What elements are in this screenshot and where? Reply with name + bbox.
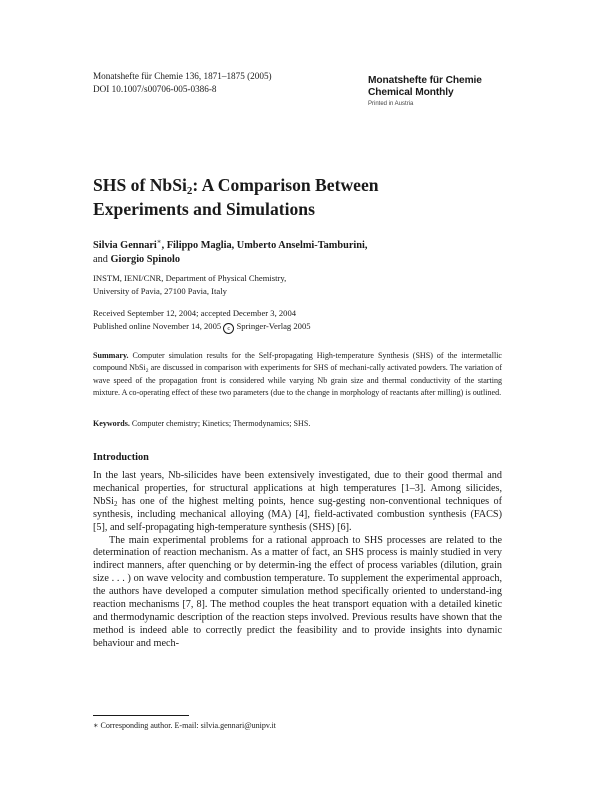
article-title (93, 173, 513, 221)
footnote-text: Corresponding author. E-mail: silvia.gennari@unipv.it (100, 721, 276, 730)
author-and: and (93, 254, 108, 265)
doi-line: DOI 10.1007/s00706-005-0386-8 (93, 84, 217, 94)
intro-paragraph-2: The main experimental problems for a rational approach to SHS processes are related to the determination of reaction mechanism. As a matter of fact, an SHS process is mainly studied in very indirect manners, after quenching or by determin-ing the effect of process variables (dilution, grain size . . . ) on wave velocity and combustion temperature. To supplement the experimental approach, the authors have developed a computer simulation method specifically oriented to understand-ing reaction mechanisms [7, 8]. The method couples the heat transport equation with a detailed kinetic and thermodynamic description of the reaction steps involved. Previous results have shown that the method is indeed able to correctly predict the feasibility and to provide insights into dynamic behaviour and mech- (93, 534, 502, 649)
received-line: Received September 12, 2004; accepted December 3, 2004 (93, 308, 297, 318)
corresponding-marker: ∗ (156, 237, 162, 246)
affiliation-line2: University of Pavia, 27100 Pavia, Italy (93, 285, 227, 296)
summary-paragraph (93, 350, 502, 400)
keywords (93, 418, 502, 430)
intro-p1-subscript: 2 (113, 499, 118, 508)
keywords-label: Keywords. (93, 419, 130, 428)
summary-text-b: are discussed in comparison with experiments for SHS of mechani-cally activated powders. The variation of wave speed of the propagation front is considered while varying Nb grain size and thermal conductivity of the starting mixture. A co-operating effect of these two parameters (due to the change in morphology of reactants after milling) is outlined. (93, 363, 502, 398)
author-last: Giorgio Spinolo (110, 254, 180, 265)
logo-subtitle-line: Chemical Monthly (368, 87, 454, 98)
keywords-text: Computer chemistry; Kinetics; Thermodynamics; SHS. (131, 419, 311, 428)
footnote-marker: ∗ (93, 721, 99, 730)
author-first: Silvia Gennari (93, 240, 157, 251)
title-subscript: 2 (186, 185, 193, 197)
author-list (93, 239, 513, 267)
publisher-text: Springer-Verlag 2005 (236, 320, 311, 331)
journal-logo (368, 75, 482, 109)
summary-label: Summary. (93, 351, 129, 360)
intro-p1-text-b: has one of the highest melting points, hence sug-gesting non-conventional techniques of synthesis, including mechanical alloying (MA) [4], field-activated combustion synthesis (FACS) [5], and self-propagating high-temperature synthesis (SHS) [6]. (93, 495, 502, 533)
journal-citation (93, 70, 272, 96)
logo-printed-line: Printed in Austria (368, 101, 414, 107)
summary-subscript: 2 (145, 368, 149, 375)
section-heading-introduction: Introduction (93, 452, 149, 463)
published-line (93, 320, 513, 334)
copyright-icon: c (223, 323, 234, 334)
title-part1: SHS of NbSi (93, 175, 187, 195)
footnote (93, 720, 502, 732)
title-part2: : A Comparison Between (192, 175, 379, 195)
logo-title-line: Monatshefte für Chemie (368, 75, 482, 86)
intro-p1-text-a: In the last years, Nb-silicides have been extensively investigated, due to their good thermal and mechanical properties, for structural applications at high temperatures [1–3]. Among silicides, NbSi (93, 470, 502, 507)
citation-line: Monatshefte für Chemie 136, 1871–1875 (2005) (93, 71, 272, 81)
intro-paragraph-1 (93, 470, 502, 535)
title-line2: Experiments and Simulations (93, 199, 315, 219)
publication-dates (93, 307, 513, 334)
summary-text-a: Computer simulation results for the Self-propagating High-temperature Synthesis (SHS) of the intermetallic compound NbSi (93, 351, 502, 373)
affiliation (93, 272, 513, 297)
affiliation-line1: INSTM, IENI/CNR, Department of Physical Chemistry, (93, 273, 287, 283)
introduction-body (93, 470, 502, 651)
author-rest: , Filippo Maglia, Umberto Anselmi-Tamburini, (161, 240, 368, 251)
published-text: Published online November 14, 2005 (93, 320, 222, 331)
footnote-divider (93, 715, 189, 716)
